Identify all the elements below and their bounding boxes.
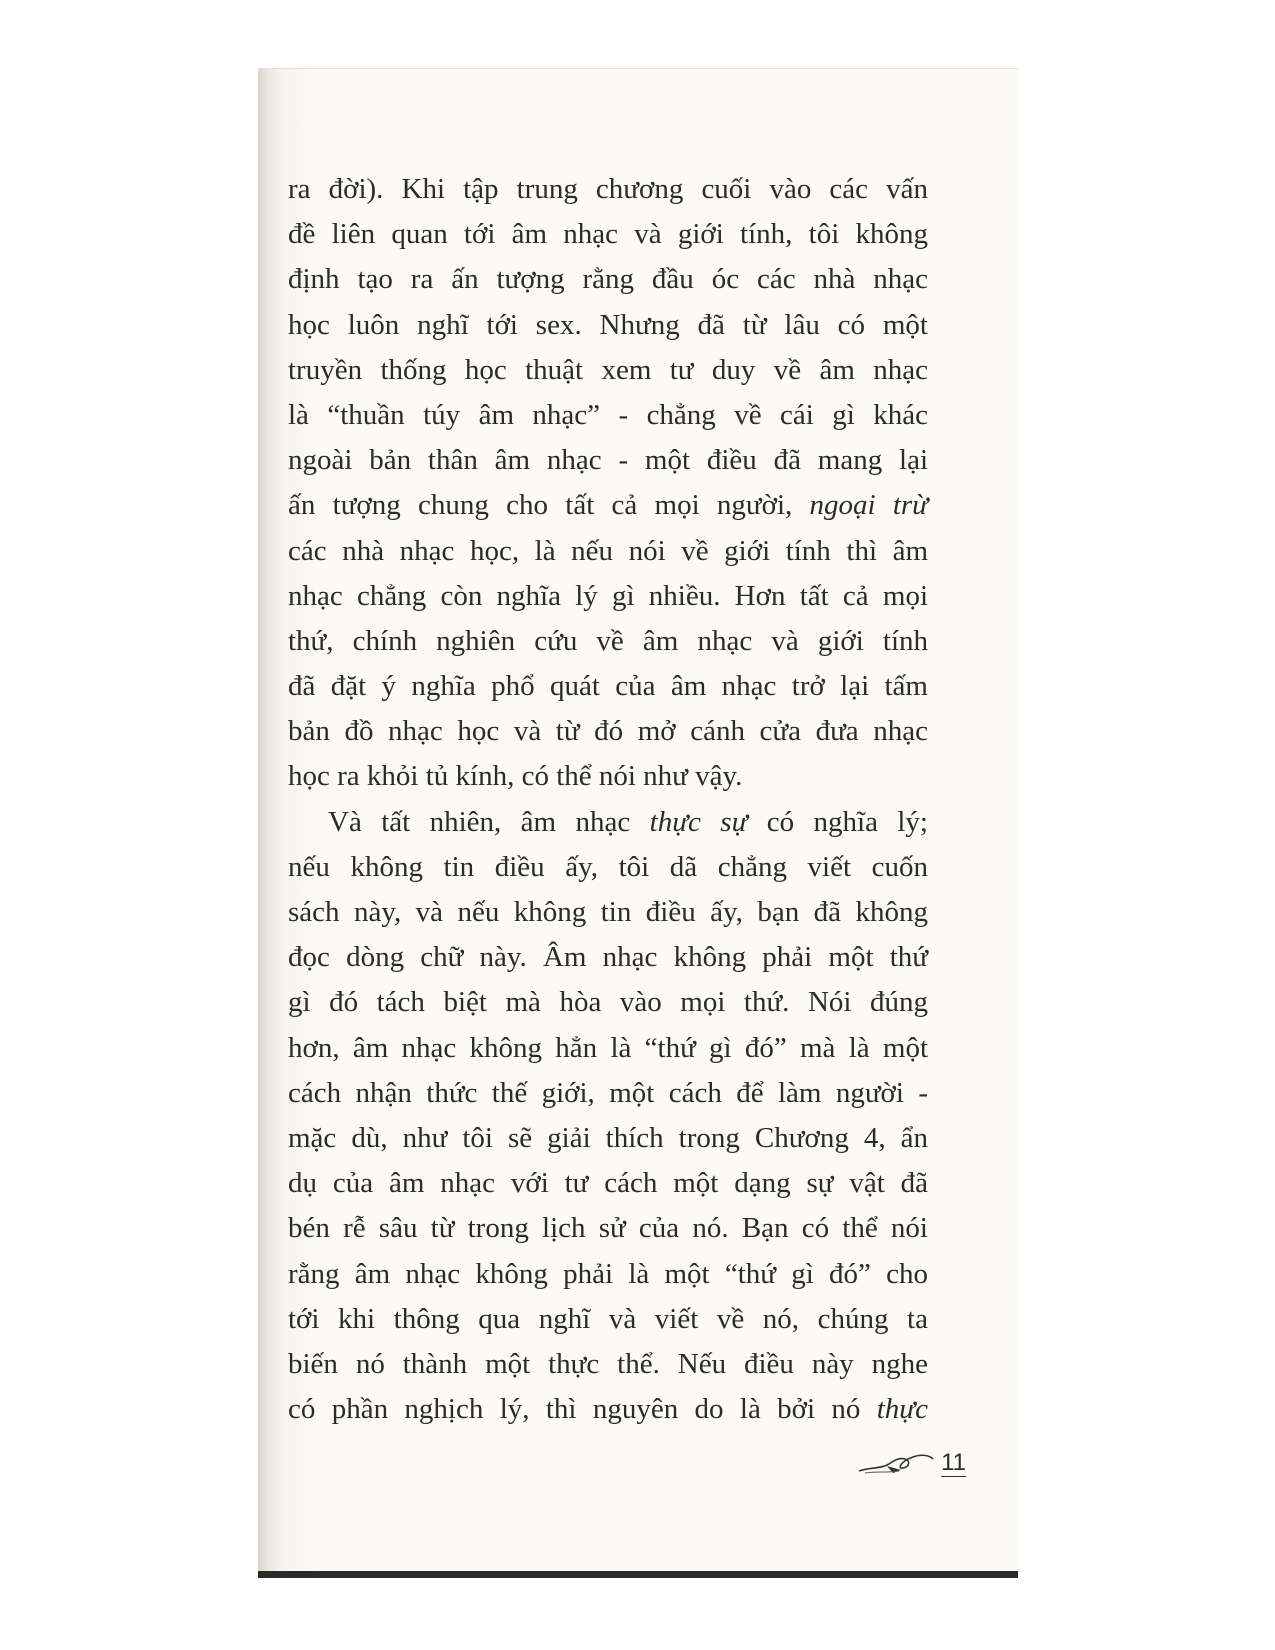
text-line: đã đặt ý nghĩa phổ quát của âm nhạc trở lại tấm (288, 670, 928, 703)
text-line: cách nhận thức thế giới, một cách để làm người - (288, 1076, 928, 1109)
text-line: đọc dòng chữ này. Âm nhạc không phải một thứ (288, 941, 928, 974)
page-number: 11 (941, 1448, 966, 1476)
pen-flourish-icon (857, 1449, 937, 1477)
text-line: nếu không tin điều ấy, tôi dã chẳng viết cuốn (288, 850, 928, 883)
text-line: ra đời). Khi tập trung chương cuối vào các vấn (288, 173, 928, 205)
paragraph-start-line (288, 800, 928, 845)
body-text (288, 167, 928, 1432)
paragraph-end-line: học ra khỏi tủ kính, có thể nói như vậy. (288, 760, 743, 793)
text-line: định tạo ra ấn tượng rằng đầu óc các nhà nhạc (288, 263, 928, 296)
text-line: học luôn nghĩ tới sex. Nhưng đã từ lâu có một (288, 308, 928, 341)
text-line: đề liên quan tới âm nhạc và giới tính, tôi không (288, 218, 928, 251)
text-fragment: có nghĩa lý; (747, 805, 928, 838)
text-line: mặc dù, như tôi sẽ giải thích trong Chương 4, ẩn (288, 1121, 928, 1154)
text-line: nhạc chẳng còn nghĩa lý gì nhiều. Hơn tất cả mọi (288, 579, 928, 612)
book-page (258, 68, 1018, 1578)
text-line: sách này, và nếu không tin điều ấy, bạn đã không (288, 896, 928, 928)
text-fragment: có phần nghịch lý, thì nguyên do là bởi nó (288, 1393, 877, 1426)
text-line: tới khi thông qua nghĩ và viết về nó, chúng ta (288, 1302, 928, 1335)
italic-emphasis: thực (876, 1393, 928, 1426)
text-line: dụ của âm nhạc với tư cách một dạng sự vật đã (288, 1167, 928, 1200)
text-fragment: Và tất nhiên, âm nhạc (328, 805, 650, 838)
text-line: rằng âm nhạc không phải là một “thứ gì đó” cho (288, 1257, 928, 1290)
page-footer (857, 1449, 966, 1477)
text-line: hơn, âm nhạc không hẳn là “thứ gì đó” mà là một (288, 1031, 928, 1064)
text-line: bén rễ sâu từ trong lịch sử của nó. Bạn có thể nói (288, 1212, 928, 1245)
text-line: biến nó thành một thực thể. Nếu điều này nghe (288, 1347, 928, 1380)
text-line: là “thuần túy âm nhạc” - chẳng về cái gì khác (288, 398, 928, 431)
italic-emphasis: thực sự (649, 805, 748, 838)
text-line: truyền thống học thuật xem tư duy về âm nhạc (288, 353, 928, 386)
text-line (288, 483, 928, 528)
text-fragment: ấn tượng chung cho tất cả mọi người, (288, 489, 810, 522)
text-line: thứ, chính nghiên cứu về âm nhạc và giới tính (288, 624, 928, 657)
text-line (288, 1387, 928, 1432)
text-line: các nhà nhạc học, là nếu nói về giới tính thì âm (288, 534, 928, 567)
text-line: bản đồ nhạc học và từ đó mở cánh cửa đưa nhạc (288, 715, 928, 748)
text-line: gì đó tách biệt mà hòa vào mọi thứ. Nói đúng (288, 986, 928, 1019)
text-line: ngoài bản thân âm nhạc - một điều đã mang lại (288, 444, 928, 477)
italic-emphasis: ngoại trừ (809, 489, 928, 522)
